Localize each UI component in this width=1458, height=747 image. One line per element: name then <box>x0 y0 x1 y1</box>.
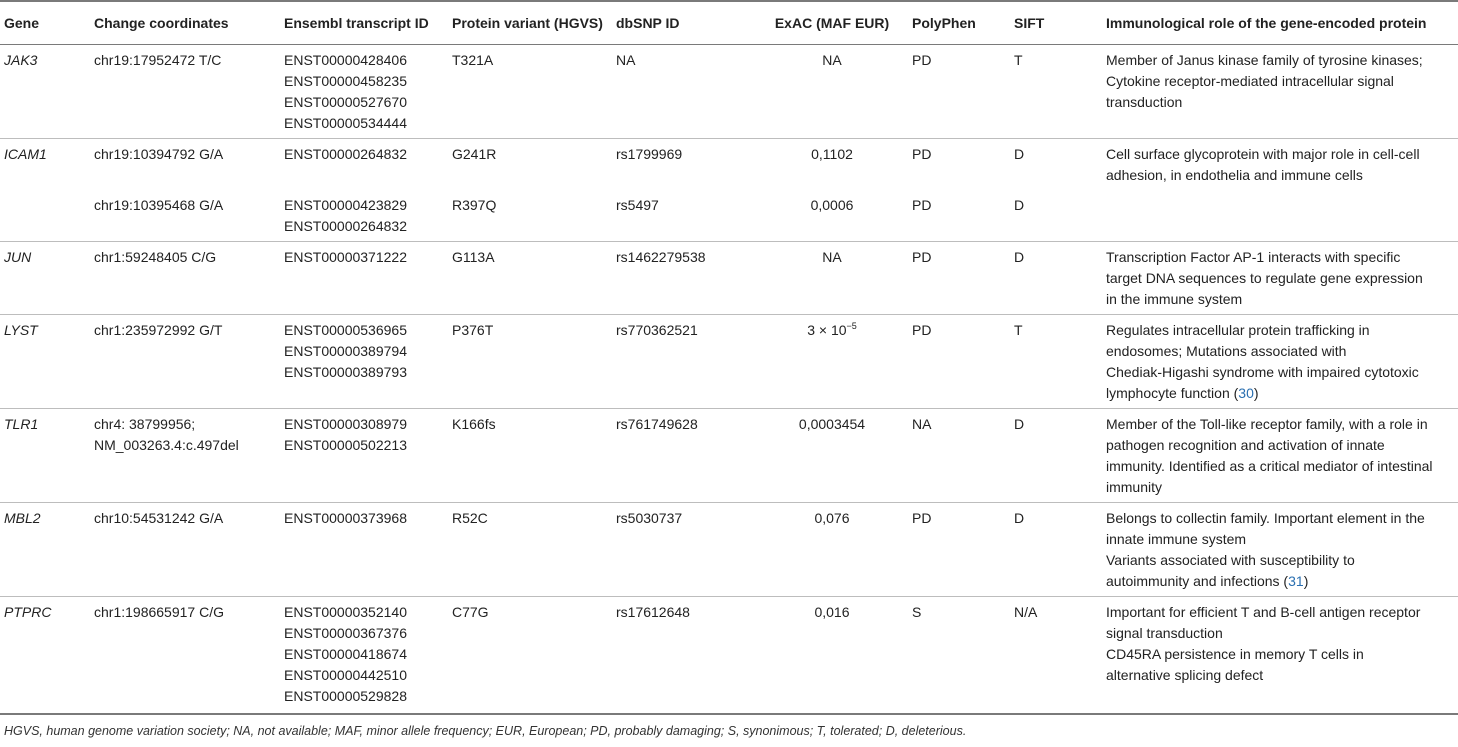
sift-value: D <box>1014 416 1025 432</box>
protein-variant: R52C <box>452 510 488 526</box>
protein-variant-cell <box>448 315 612 409</box>
polyphen-cell <box>908 503 1010 597</box>
role-text: autoimmunity and infections <box>1106 573 1280 589</box>
transcript-id: ENST00000458235 <box>284 73 407 89</box>
role-line <box>1106 341 1454 362</box>
polyphen-cell <box>908 190 1010 242</box>
dbsnp-cell <box>612 139 756 191</box>
polyphen-value: PD <box>912 52 932 68</box>
exac-cell <box>756 45 908 139</box>
exac-cell <box>756 409 908 503</box>
dbsnp-id: rs761749628 <box>616 416 698 432</box>
polyphen-cell <box>908 242 1010 315</box>
sift-cell <box>1010 503 1102 597</box>
table-row <box>0 242 1458 315</box>
role-line: lymphocyte function (30) <box>1106 385 1259 401</box>
dbsnp-id: NA <box>616 52 636 68</box>
role-text: Chediak-Higashi syndrome with impaired cytotoxic <box>1106 364 1419 380</box>
table-row <box>0 190 1458 242</box>
coordinates-cell <box>90 190 280 242</box>
table-body <box>0 45 1458 715</box>
sift-cell <box>1010 409 1102 503</box>
exac-cell <box>756 315 908 409</box>
coordinate-line: chr4: 38799956; <box>94 416 196 432</box>
dbsnp-id: rs770362521 <box>616 322 698 338</box>
gene-name: LYST <box>4 322 38 338</box>
protein-variant-cell <box>448 190 612 242</box>
coordinates-cell <box>90 503 280 597</box>
role-text: signal transduction <box>1106 625 1223 641</box>
gene-cell <box>0 242 90 315</box>
transcript-id: ENST00000367376 <box>284 625 407 641</box>
role-text: Cell surface glycoprotein with major role in cell-cell <box>1106 146 1420 162</box>
exac-cell <box>756 139 908 191</box>
coordinates-cell <box>90 597 280 715</box>
transcript-id: ENST00000442510 <box>284 667 407 683</box>
dbsnp-cell <box>612 190 756 242</box>
role-line <box>1106 508 1454 529</box>
role-cell <box>1102 190 1458 242</box>
transcript-id: ENST00000308979 <box>284 416 407 432</box>
transcript-id: ENST00000371222 <box>284 249 407 265</box>
role-line <box>1106 477 1454 498</box>
role-text: in the immune system <box>1106 291 1243 307</box>
protein-variant: G113A <box>452 249 495 265</box>
gene-cell <box>0 45 90 139</box>
role-text: innate immune system <box>1106 531 1247 547</box>
coordinate-line: chr19:17952472 T/C <box>94 52 222 68</box>
dbsnp-id: rs5497 <box>616 197 659 213</box>
protein-variant: G241R <box>452 146 497 162</box>
role-text: immunity. Identified as a critical mediator of intestinal <box>1106 458 1433 474</box>
transcript-id: ENST00000352140 <box>284 604 407 620</box>
coordinates-cell <box>90 242 280 315</box>
protein-variant: K166fs <box>452 416 496 432</box>
transcript-id: ENST00000502213 <box>284 437 407 453</box>
sift-cell <box>1010 45 1102 139</box>
role-text: pathogen recognition and activation of innate <box>1106 437 1385 453</box>
exac-value: 0,016 <box>814 604 850 620</box>
role-line <box>1106 602 1454 623</box>
coordinate-line: chr1:235972992 G/T <box>94 322 223 338</box>
exac-cell <box>756 503 908 597</box>
transcript-id: ENST00000423829 <box>284 197 407 213</box>
coordinate-line: chr1:198665917 C/G <box>94 604 224 620</box>
polyphen-value: PD <box>912 146 932 162</box>
role-text: immunity <box>1106 479 1163 495</box>
exac-value: 0,0003454 <box>798 416 866 432</box>
role-line <box>1106 268 1454 289</box>
gene-cell <box>0 503 90 597</box>
transcript-id: ENST00000529828 <box>284 688 407 704</box>
exac-cell <box>756 597 908 715</box>
exac-value: 0,1102 <box>811 146 853 162</box>
role-line <box>1106 71 1454 92</box>
dbsnp-id: rs1799969 <box>616 146 683 162</box>
gene-name: JUN <box>4 249 32 265</box>
transcripts-cell <box>280 139 448 191</box>
role-cell <box>1102 139 1458 191</box>
header-polyphen: PolyPhen <box>908 1 1010 45</box>
exac-value: NA <box>822 52 842 68</box>
exac-value: NA <box>822 249 842 265</box>
polyphen-value: PD <box>912 197 932 213</box>
role-line <box>1106 529 1454 550</box>
transcript-id: ENST00000534444 <box>284 115 407 131</box>
role-line <box>1106 414 1454 435</box>
protein-variant-cell <box>448 409 612 503</box>
role-line <box>1106 550 1454 571</box>
role-line <box>1106 362 1454 383</box>
sift-cell <box>1010 190 1102 242</box>
dbsnp-cell <box>612 503 756 597</box>
transcripts-cell <box>280 242 448 315</box>
gene-name: ICAM1 <box>4 146 47 162</box>
polyphen-cell <box>908 139 1010 191</box>
polyphen-value: PD <box>912 510 932 526</box>
sift-value: D <box>1014 249 1025 265</box>
role-line <box>1106 144 1454 165</box>
gene-name: TLR1 <box>4 416 39 432</box>
role-cell <box>1102 45 1458 139</box>
coordinate-line: chr1:59248405 C/G <box>94 249 217 265</box>
sift-value: N/A <box>1014 604 1038 620</box>
transcript-id: ENST00000536965 <box>284 322 407 338</box>
role-text: CD45RA persistence in memory T cells in <box>1106 646 1364 662</box>
exac-cell <box>756 190 908 242</box>
role-text: Belongs to collectin family. Important element in the <box>1106 510 1425 526</box>
polyphen-value: PD <box>912 322 932 338</box>
role-cell <box>1102 315 1458 409</box>
protein-variant: C77G <box>452 604 489 620</box>
protein-variant: P376T <box>452 322 494 338</box>
role-line <box>1106 665 1454 686</box>
polyphen-value: S <box>912 604 922 620</box>
exac-value: 0,0006 <box>810 197 854 213</box>
coordinate-line: NM_003263.4:c.497del <box>94 437 239 453</box>
exac-exponent: −5 <box>846 321 857 331</box>
role-text: alternative splicing defect <box>1106 667 1264 683</box>
polyphen-cell <box>908 315 1010 409</box>
role-line <box>1106 623 1454 644</box>
role-text: Member of the Toll-like receptor family, with a role in <box>1106 416 1428 432</box>
exac-value: 0,076 <box>814 510 850 526</box>
role-text: transduction <box>1106 94 1183 110</box>
role-line <box>1106 50 1454 71</box>
gene-cell <box>0 409 90 503</box>
transcript-id: ENST00000527670 <box>284 94 407 110</box>
role-line <box>1106 456 1454 477</box>
table-row <box>0 315 1458 409</box>
dbsnp-cell <box>612 597 756 715</box>
table-header <box>0 1 1458 45</box>
gene-cell <box>0 190 90 242</box>
polyphen-value: NA <box>912 416 932 432</box>
sift-value: D <box>1014 146 1025 162</box>
sift-cell <box>1010 315 1102 409</box>
role-text: Cytokine receptor-mediated intracellular signal <box>1106 73 1394 89</box>
transcript-id: ENST00000373968 <box>284 510 407 526</box>
table-row <box>0 409 1458 503</box>
dbsnp-id: rs1462279538 <box>616 249 706 265</box>
sift-cell <box>1010 597 1102 715</box>
role-line <box>1106 644 1454 665</box>
coordinates-cell <box>90 315 280 409</box>
role-text: Regulates intracellular protein trafficking in <box>1106 322 1370 338</box>
header-immunological-role: Immunological role of the gene-encoded protein <box>1102 1 1458 45</box>
role-line <box>1106 435 1454 456</box>
table-row <box>0 597 1458 715</box>
coordinates-cell <box>90 139 280 191</box>
gene-name: MBL2 <box>4 510 41 526</box>
transcript-id: ENST00000264832 <box>284 218 407 234</box>
role-text: target DNA sequences to regulate gene expression <box>1106 270 1423 286</box>
citation-link[interactable]: 31 <box>1288 573 1304 589</box>
exac-value: 3 × 10 <box>807 322 847 338</box>
protein-variant-cell <box>448 242 612 315</box>
gene-cell <box>0 315 90 409</box>
role-line <box>1106 289 1454 310</box>
header-sift: SIFT <box>1010 1 1102 45</box>
transcripts-cell <box>280 597 448 715</box>
gene-cell <box>0 597 90 715</box>
dbsnp-cell <box>612 409 756 503</box>
protein-variant-cell <box>448 139 612 191</box>
coordinate-line: chr19:10395468 G/A <box>94 197 224 213</box>
role-line <box>1106 92 1454 113</box>
sift-value: T <box>1014 52 1023 68</box>
role-cell <box>1102 503 1458 597</box>
polyphen-cell <box>908 597 1010 715</box>
role-text: Important for efficient T and B-cell antigen receptor <box>1106 604 1421 620</box>
sift-value: D <box>1014 510 1025 526</box>
transcript-id: ENST00000428406 <box>284 52 407 68</box>
protein-variant-cell <box>448 597 612 715</box>
role-text: Member of Janus kinase family of tyrosine kinases; <box>1106 52 1423 68</box>
gene-name: PTPRC <box>4 604 52 620</box>
header-protein-variant: Protein variant (HGVS) <box>448 1 612 45</box>
polyphen-value: PD <box>912 249 932 265</box>
protein-variant: R397Q <box>452 197 497 213</box>
transcripts-cell <box>280 190 448 242</box>
header-change-coordinates: Change coordinates <box>90 1 280 45</box>
transcript-id: ENST00000264832 <box>284 146 407 162</box>
role-cell <box>1102 242 1458 315</box>
dbsnp-cell <box>612 315 756 409</box>
dbsnp-cell <box>612 242 756 315</box>
role-text: endosomes; Mutations associated with <box>1106 343 1347 359</box>
dbsnp-id: rs17612648 <box>616 604 690 620</box>
role-text: adhesion, in endothelia and immune cells <box>1106 167 1363 183</box>
transcript-id: ENST00000418674 <box>284 646 407 662</box>
role-line: autoimmunity and infections (31) <box>1106 573 1309 589</box>
header-gene: Gene <box>0 1 90 45</box>
polyphen-cell <box>908 409 1010 503</box>
coordinates-cell <box>90 409 280 503</box>
role-cell <box>1102 409 1458 503</box>
protein-variant-cell <box>448 45 612 139</box>
role-line <box>1106 247 1454 268</box>
coordinates-cell <box>90 45 280 139</box>
sift-cell <box>1010 242 1102 315</box>
transcript-id: ENST00000389793 <box>284 364 407 380</box>
transcripts-cell <box>280 503 448 597</box>
sift-value: T <box>1014 322 1023 338</box>
dbsnp-cell <box>612 45 756 139</box>
table-row <box>0 503 1458 597</box>
header-exac: ExAC (MAF EUR) <box>756 1 908 45</box>
protein-variant-cell <box>448 503 612 597</box>
sift-value: D <box>1014 197 1025 213</box>
polyphen-cell <box>908 45 1010 139</box>
table-footnote: HGVS, human genome variation society; NA, not available; MAF, minor allele frequency; EUR, European; PD, probably damaging; S, synonimous; T, tolerated; D, deleterious. <box>4 724 967 738</box>
protein-variant: T321A <box>452 52 494 68</box>
table-row <box>0 139 1458 191</box>
role-text: Transcription Factor AP-1 interacts with specific <box>1106 249 1401 265</box>
table-row <box>0 45 1458 139</box>
transcripts-cell <box>280 409 448 503</box>
transcripts-cell <box>280 45 448 139</box>
transcript-id: ENST00000389794 <box>284 343 407 359</box>
role-text: lymphocyte function <box>1106 385 1230 401</box>
dbsnp-id: rs5030737 <box>616 510 683 526</box>
coordinate-line: chr19:10394792 G/A <box>94 146 224 162</box>
citation-link[interactable]: 30 <box>1238 385 1254 401</box>
exac-cell <box>756 242 908 315</box>
role-line <box>1106 165 1454 186</box>
coordinate-line: chr10:54531242 G/A <box>94 510 224 526</box>
header-dbsnp-id: dbSNP ID <box>612 1 756 45</box>
transcripts-cell <box>280 315 448 409</box>
role-text: Variants associated with susceptibility to <box>1106 552 1355 568</box>
sift-cell <box>1010 139 1102 191</box>
gene-cell <box>0 139 90 191</box>
gene-name: JAK3 <box>4 52 38 68</box>
role-cell <box>1102 597 1458 715</box>
role-line <box>1106 320 1454 341</box>
header-ensembl-transcript-id: Ensembl transcript ID <box>280 1 448 45</box>
